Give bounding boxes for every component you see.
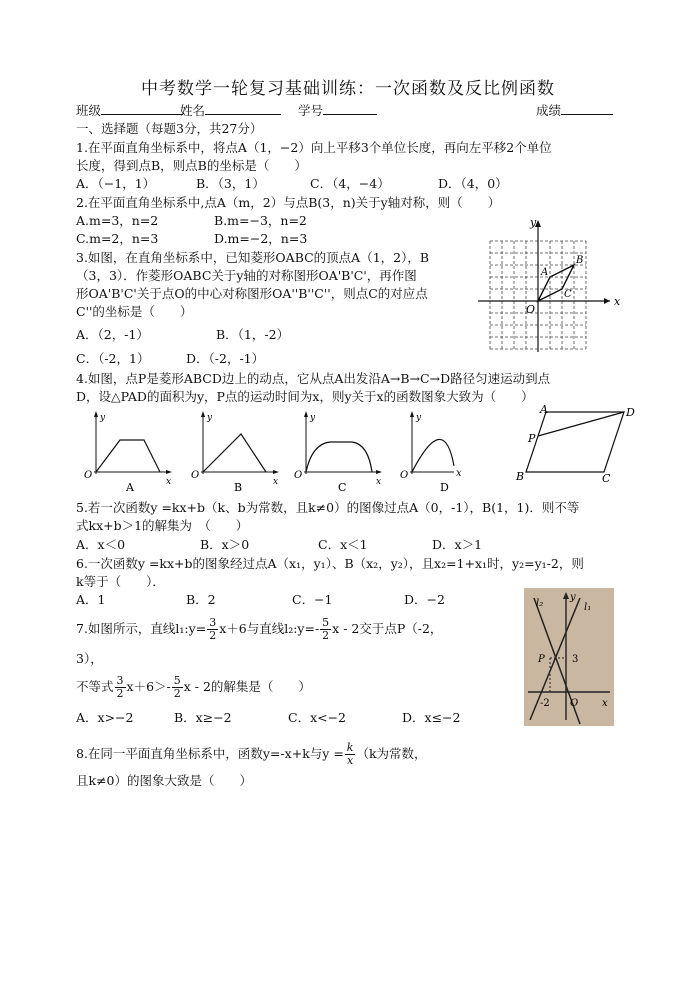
svg-text:y: y [207, 413, 213, 423]
q7-option-a: A．x>−2 [76, 710, 134, 725]
q4-graphs [76, 406, 456, 494]
q4-text-line2: D，设△PAD的面积为y，P点的运动时间为x，则y关于x的函数图象大致为（ ） [76, 389, 534, 404]
photo-3-label: 3 [572, 654, 579, 665]
score-label: 成绩 [536, 103, 562, 118]
q1-option-d: D．（4，0） [438, 176, 508, 191]
q4-graph-d-x-label: x [456, 468, 462, 479]
q6-text-line1: 6.一次函数y =kx+b的图象经过点A（x₁，y₁）、B（x₂，y₂），且x₂=1+x₁时，y₂=y₁-2，则 [76, 556, 584, 571]
svg-text:y: y [310, 413, 316, 423]
photo-l1-label: l₁ [584, 602, 592, 613]
q6-option-b: B．2 [186, 592, 216, 607]
q7-text-line2: 3）， [76, 651, 103, 666]
svg-text:O: O [84, 470, 93, 481]
photo-l2-label: l₂ [536, 598, 544, 609]
fig3-a-label: A [541, 267, 549, 278]
q2-text-line1: 2.在平面直角坐标系中,点A（m，2）与点B(3，n)关于y轴对称，则（ ） [76, 195, 501, 210]
q4-graph-a [84, 411, 172, 494]
fraction-5-2: $\frac{5}{2}$ [322, 616, 330, 642]
q4-graph-a-label: A [126, 481, 134, 494]
fraction-3-2: $\frac{3}{2}$ [209, 616, 217, 642]
q1-option-a: A．（−1，1） [76, 176, 156, 191]
photo-y-label: y [570, 592, 576, 603]
q8-text-line2: 且k≠0）的图象大致是（ ） [76, 773, 253, 788]
q7-photo-figure [524, 588, 614, 726]
svg-text:x: x [376, 477, 382, 487]
photo-p-label: P [538, 654, 545, 665]
q6-option-d: D．−2 [404, 592, 445, 607]
q6-option-c: C．−1 [292, 592, 333, 607]
q3-option-b: B．（1，-2） [216, 327, 290, 342]
q7-text-line1: 7.如图所示，直线l₁:y= $\frac{3}{2}$ x＋6与直线l₂:y=- $\frac{5}{2}$ x - 2交于点P（-2， [76, 616, 443, 642]
q7-option-b: B．x≥−2 [174, 710, 232, 725]
svg-text:O: O [294, 470, 303, 481]
rhombus-a-label: A [540, 403, 548, 416]
q2-option-c: C.m=2，n=3 [76, 231, 159, 246]
q1-option-b: B．（3，1） [196, 176, 265, 191]
q4-graph-c [294, 411, 382, 494]
q3-grid-figure [470, 216, 622, 354]
svg-text:x: x [273, 477, 279, 487]
photo-o-label: O [570, 698, 579, 709]
q5-option-b: B．x＞0 [200, 537, 250, 552]
q5-text-line1: 5.若一次函数y =kx+b（k、b为常数，且k≠0）的图像过点A（0，-1），B(1，1)．则不等 [76, 500, 580, 515]
fig3-c-label: C [564, 289, 572, 300]
fig3-x-label: x [614, 295, 621, 308]
rhombus-abcd [526, 412, 624, 472]
q5-option-d: D．x＞1 [432, 537, 483, 552]
photo-neg2-label: -2 [540, 698, 550, 709]
q3-option-d: D．（-2，-1） [186, 351, 265, 366]
q3-text-line3: 形OA'B'C'关于点O的中心对称图形OA''B''C''，则点C的对应点 [76, 286, 428, 301]
name-field [180, 103, 281, 119]
segment-pd [538, 412, 624, 436]
svg-text:x: x [166, 477, 172, 487]
q6-option-a: A．1 [76, 592, 106, 607]
fig3-origin-label: O [526, 303, 536, 316]
rhombus-b-label: B [516, 470, 525, 483]
svg-text:O: O [191, 470, 200, 481]
q1-text-line2: 长度，得到点B，则点B的坐标是（ ） [76, 158, 307, 173]
q7-option-d: D．x≤−2 [402, 710, 461, 725]
q4-graph-b [191, 411, 279, 494]
q5-option-c: C．x＜1 [318, 537, 368, 552]
q3-option-c: C．（-2，1） [76, 351, 150, 366]
q8-text-line1: 8.在同一平面直角坐标系中，函数y=-x+k与y = $\frac{k}{x}$ （k为常数， [76, 741, 427, 767]
section-heading: 一、选择题（每题3分，共27分） [76, 121, 263, 136]
fig3-b-label: B [576, 255, 584, 266]
rhombus-d-label: D [626, 406, 635, 419]
q5-option-a: A．x＜0 [76, 537, 126, 552]
q3-text-line2: （3，3）．作菱形OABC关于y轴的对称图形OA'B'C'，再作图 [76, 268, 417, 283]
class-field [76, 103, 183, 119]
fraction-k-x: $\frac{k}{x}$ [346, 741, 354, 767]
q4-graph-d [400, 411, 454, 494]
id-field [298, 103, 377, 119]
q4-graph-d-label: D [440, 481, 449, 494]
q4-text-line1: 4.如图，点P是菱形ABCD边上的动点，它从点A出发沿A→B→C→D路径匀速运动到点 [76, 371, 551, 386]
photo-x-label: x [602, 698, 608, 709]
name-label: 姓名 [180, 103, 206, 118]
q4-graph-b-label: B [234, 481, 243, 494]
rhombus-c-label: C [602, 472, 611, 485]
svg-text:y: y [100, 413, 106, 423]
q7-option-c: C．x<−2 [288, 710, 347, 725]
q2-option-d: D.m=−2，n=3 [214, 231, 308, 246]
q4-graph-c-label: C [338, 481, 347, 494]
class-label: 班级 [76, 103, 102, 118]
page-title: 中考数学一轮复习基础训练：一次函数及反比例函数 [141, 79, 555, 99]
q4-rhombus-figure [508, 402, 638, 486]
q3-text-line1: 3.如图，在直角坐标系中，已知菱形OABC的顶点A（1，2），B [76, 250, 430, 265]
x-axis-arrow-icon [604, 298, 610, 304]
q3-option-a: A．（2，-1） [76, 327, 149, 342]
q3-text-line4: C''的坐标是（ ） [76, 304, 193, 319]
id-label: 学号 [298, 103, 324, 118]
q5-text-line2: 式kx+b＞1的解集为 （ ） [76, 518, 249, 533]
rhombus-p-label: P [528, 432, 536, 445]
q6-text-line2: k等于（ ）． [76, 574, 165, 589]
q2-option-a: A.m=3，n=2 [76, 213, 159, 228]
score-field [536, 103, 613, 119]
q1-option-c: C．（4，−4） [310, 176, 390, 191]
q7-inequality: 不等式 $\frac{3}{2}$ x＋6＞- $\frac{5}{2}$ x - 2的解集是（ ） [76, 674, 311, 700]
svg-text:y: y [416, 413, 422, 423]
q2-option-b: B.m=−3，n=2 [214, 213, 307, 228]
fig3-y-label: y [530, 216, 537, 229]
svg-text:O: O [400, 470, 409, 481]
q1-text-line1: 1.在平面直角坐标系中，将点A（1，−2）向上平移3个单位长度，再向左平移2个单位 [76, 140, 552, 155]
